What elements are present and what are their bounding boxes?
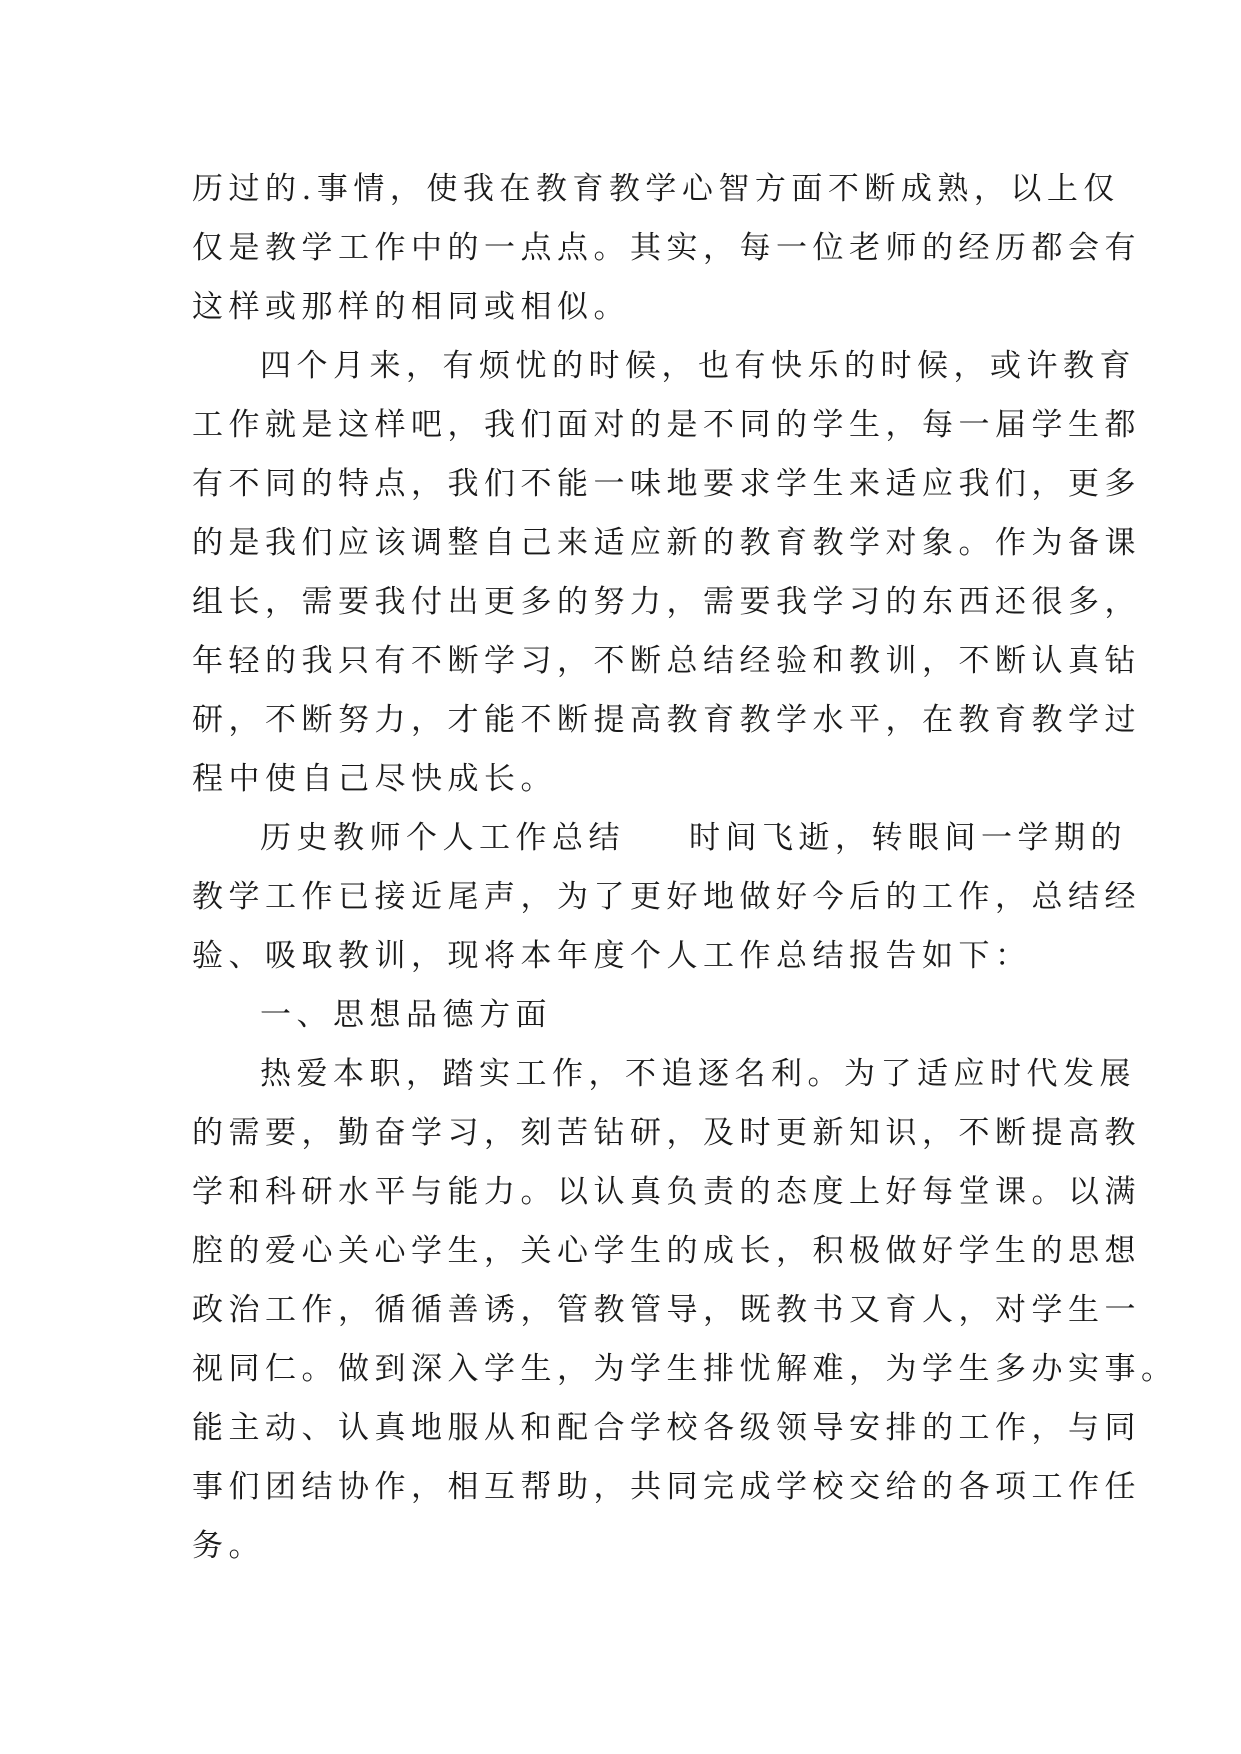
text-line: 这样或那样的相同或相似。	[192, 289, 630, 325]
text-line: 验、吸取教训，现将本年度个人工作总结报告如下：	[192, 938, 1032, 974]
paragraph-start-line: 热爱本职，踏实工作，不追逐名利。为了适应时代发展	[260, 1056, 1136, 1092]
text-line: 务。	[192, 1528, 265, 1564]
text-line: 工作就是这样吧，我们面对的是不同的学生，每一届学生都	[192, 407, 1141, 443]
text-line: 的是我们应该调整自己来适应新的教育教学对象。作为备课	[192, 525, 1141, 561]
text-line: 程中使自己尽快成长。	[192, 761, 557, 797]
text-line: 的需要，勤奋学习，刻苦钻研，及时更新知识，不断提高教	[192, 1115, 1141, 1151]
document-body	[192, 160, 1178, 1576]
text-line: 事们团结协作，相互帮助，共同完成学校交给的各项工作任	[192, 1469, 1141, 1505]
text-line: 研，不断努力，才能不断提高教育教学水平，在教育教学过	[192, 702, 1141, 738]
text-line: 教学工作已接近尾声，为了更好地做好今后的工作，总结经	[192, 879, 1141, 915]
text-line: 能主动、认真地服从和配合学校各级领导安排的工作，与同	[192, 1410, 1141, 1446]
section-heading-line	[192, 809, 1127, 868]
text-line: 历过的.事情，使我在教育教学心智方面不断成熟，以上仅	[192, 171, 1120, 207]
text-line: 政治工作，循循善诱，管教管导，既教书又育人，对学生一	[192, 1292, 1141, 1328]
text-line: 组长，需要我付出更多的努力，需要我学习的东西还很多，	[192, 584, 1141, 620]
paragraph-start-line: 四个月来，有烦忧的时候，也有快乐的时候，或许教育	[260, 348, 1136, 384]
text-line: 视同仁。做到深入学生，为学生排忧解难，为学生多办实事。	[192, 1351, 1178, 1387]
text-line: 腔的爱心关心学生，关心学生的成长，积极做好学生的思想	[192, 1233, 1141, 1269]
text-line: 有不同的特点，我们不能一味地要求学生来适应我们，更多	[192, 466, 1141, 502]
text-line: 仅是教学工作中的一点点。其实，每一位老师的经历都会有	[192, 230, 1141, 266]
section-title: 历史教师个人工作总结	[260, 820, 625, 856]
section-intro-text: 时间飞逝，转眼间一学期的	[689, 820, 1127, 856]
text-line: 年轻的我只有不断学习，不断总结经验和教训，不断认真钻	[192, 643, 1141, 679]
text-line: 学和科研水平与能力。以认真负责的态度上好每堂课。以满	[192, 1174, 1141, 1210]
subheading-line: 一、思想品德方面	[260, 997, 552, 1033]
